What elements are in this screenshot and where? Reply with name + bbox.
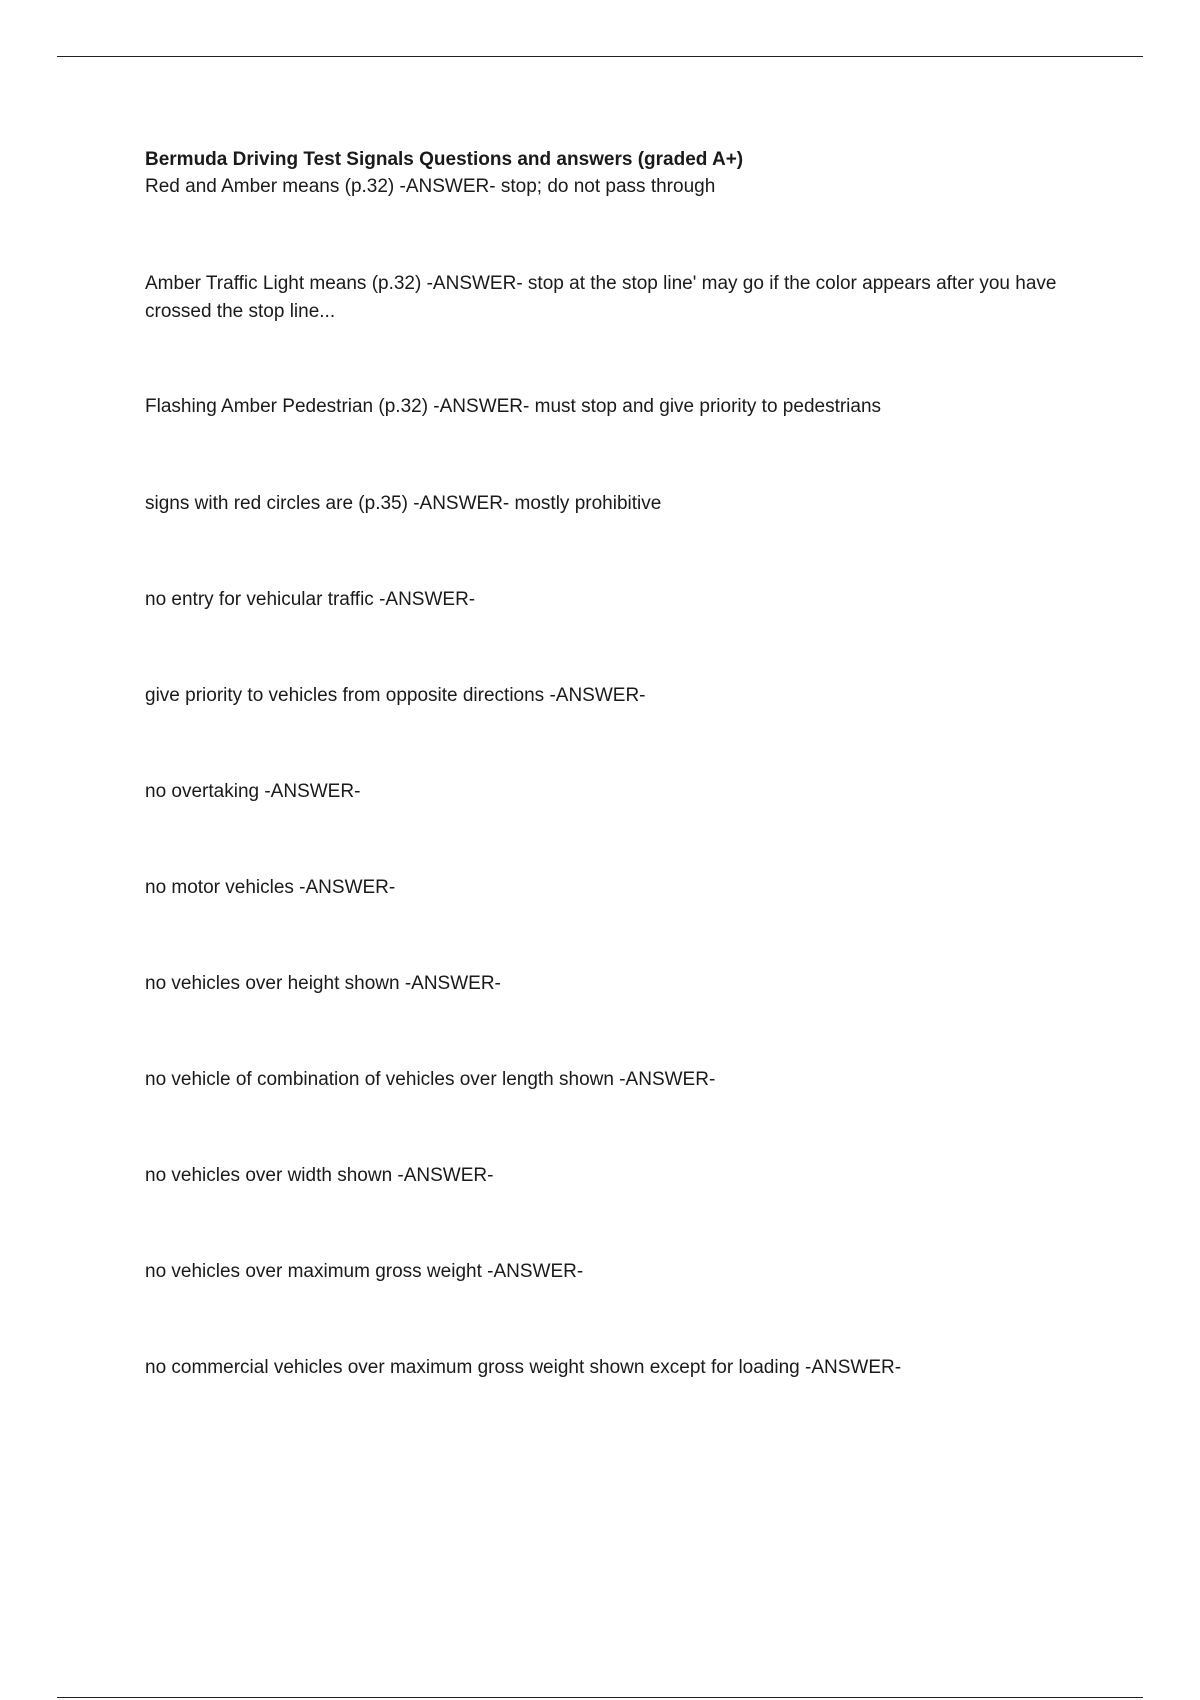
footer-rule [57,1697,1143,1698]
qa-item: no commercial vehicles over maximum gross weight shown except for loading -ANSWER- [145,1357,902,1378]
header-rule [57,56,1143,57]
qa-item: no overtaking -ANSWER- [145,781,361,802]
qa-item: no vehicles over width shown -ANSWER- [145,1165,494,1186]
document-title: Bermuda Driving Test Signals Questions and answers (graded A+) [145,149,744,170]
qa-item: no vehicles over maximum gross weight -ANSWER- [145,1261,584,1282]
qa-item: no motor vehicles -ANSWER- [145,877,396,898]
qa-item: no vehicles over height shown -ANSWER- [145,973,501,994]
qa-item: Red and Amber means (p.32) -ANSWER- stop; do not pass through [145,176,716,197]
qa-item: give priority to vehicles from opposite directions -ANSWER- [145,685,646,706]
qa-item: Amber Traffic Light means (p.32) -ANSWER- stop at the stop line' may go if the color appears after you have crossed the stop line... [145,273,1057,322]
qa-item: Flashing Amber Pedestrian (p.32) -ANSWER- must stop and give priority to pedestrians [145,396,882,417]
qa-item: no vehicle of combination of vehicles over length shown -ANSWER- [145,1069,716,1090]
qa-item: signs with red circles are (p.35) -ANSWER- mostly prohibitive [145,493,662,514]
qa-item: no entry for vehicular traffic -ANSWER- [145,589,476,610]
